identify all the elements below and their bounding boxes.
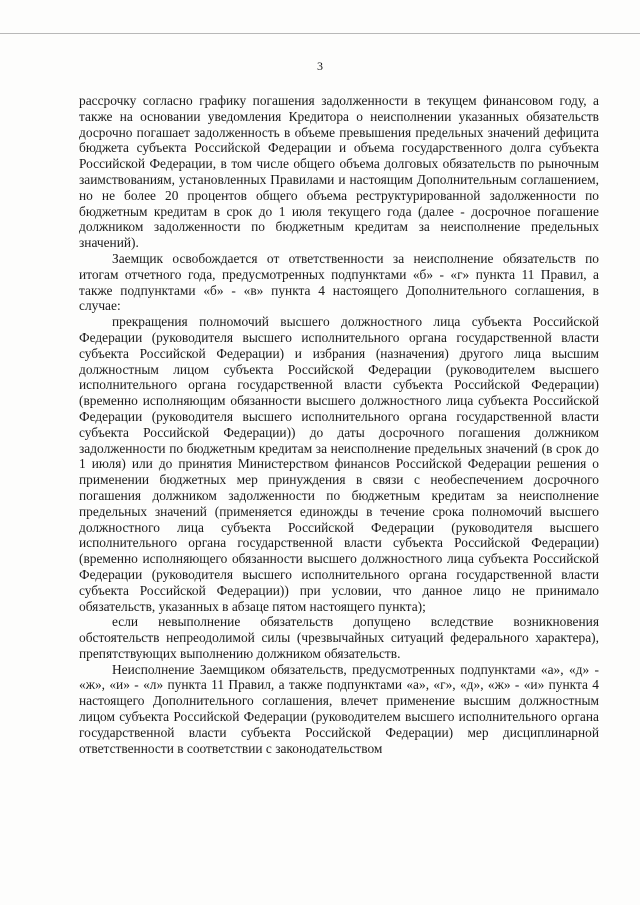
page-number: 3 — [317, 59, 323, 73]
paragraph-exemption: Заемщик освобождается от ответственности за неисполнение обязательств по итогам отчетного года, предусмотренных подпунктами «б» - «г» пункта 11 Правил, а также подпунктами «б» - «в» пункта 4 настоящего Дополнительного соглашения, в случае: — [79, 250, 599, 314]
paragraph-termination-case: прекращения полномочий высшего должностного лица субъекта Российской Федерации (руководителя высшего исполнительного органа государственной власти субъекта Российской Федерации) и избрания (назначения) другого лица высшим должностным лицом субъекта Российской Федерации (руководителем высшего исполнительного органа государственной власти субъекта Российской Федерации) (временно исполняющим обязанности высшего должностного лица субъекта Российской Федерации (руководителя высшего исполнительного органа государственной власти субъекта Российской Федерации)) до даты досрочного погашения должником задолженности по бюджетным кредитам за неисполнение предельных значений (в срок до 1 июля) или до принятия Министерством финансов Российской Федерации решения о применении бюджетных мер принуждения в связи с необеспечением досрочного погашения должником задолженности по бюджетным кредитам за неисполнение предельных значений (применяется единожды в течение срока полномочий высшего должностного лица субъекта Российской Федерации (руководителя высшего исполнительного органа государственной власти субъекта Российской Федерации) (временно исполняющего обязанности высшего должностного лица субъекта Российской Федерации (руководителя высшего исполнительного органа государственной власти субъекта Российской Федерации)) при условии, что данное лицо не принимало обязательств, указанных в абзаце пятом настоящего пункта); — [79, 314, 599, 614]
paragraph-non-fulfillment: Неисполнение Заемщиком обязательств, предусмотренных подпунктами «а», «д» - «ж», «и» - «л» пункта 11 Правил, а также подпунктами «а», «г», «д», «ж» - «и» пункта 4 настоящего Дополнительного соглашения, влечет применение высшим должностным лицом субъекта Российской Федерации (руководителем высшего исполнительного органа государственной власти субъекта Российской Федерации) мер дисциплинарной ответственности в соответствии с законодательством — [79, 661, 599, 756]
paragraph-force-majeure-case: если невыполнение обязательств допущено вследствие возникновения обстоятельств непреодолимой силы (чрезвычайных ситуаций федерального характера), препятствующих выполнению должником обязательств. — [79, 614, 599, 661]
scan-edge-line — [0, 33, 640, 34]
paragraph-continuation: рассрочку согласно графику погашения задолженности в текущем финансовом году, а также на основании уведомления Кредитора о неисполнении указанных обязательств досрочно погашает задолженность в объеме превышения предельных значений дефицита бюджета субъекта Российской Федерации и объема государственного долга субъекта Российской Федерации, в том числе общего объема долговых обязательств по рыночным заимствованиям, установленных Правилами и настоящим Дополнительным соглашением, но не более 20 процентов общего объема реструктурированной задолженности по бюджетным кредитам в срок до 1 июля текущего года (далее - досрочное погашение должником задолженности по бюджетным кредитам за неисполнение предельных значений). — [79, 93, 599, 251]
document-body — [79, 93, 599, 756]
